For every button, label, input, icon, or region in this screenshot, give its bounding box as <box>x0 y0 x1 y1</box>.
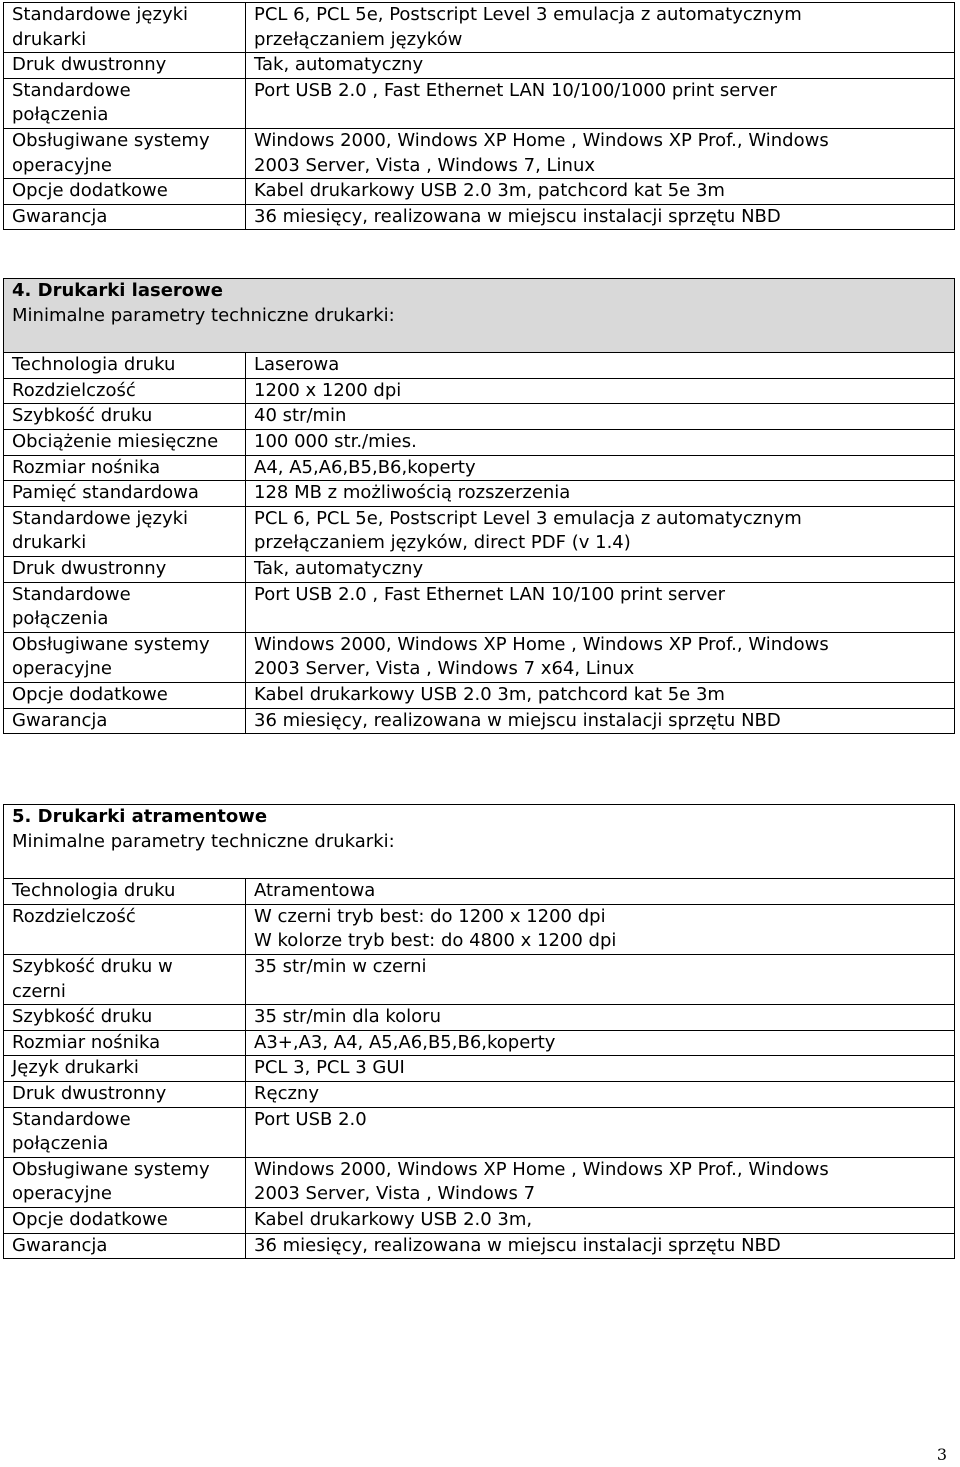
spec-value: W kolorze tryb best: do 4800 x 1200 dpi <box>254 930 617 952</box>
spec-value-cell <box>246 904 955 954</box>
spec-value: Port USB 2.0 , Fast Ethernet LAN 10/100/1000 print server <box>254 79 777 101</box>
spec-row <box>4 378 955 404</box>
section-header-row <box>4 805 955 879</box>
section-subtitle: Minimalne parametry techniczne drukarki: <box>12 304 395 326</box>
spec-value-cell <box>246 506 955 556</box>
spec-label-cell <box>4 632 246 682</box>
spec-label: Pamięć standardowa <box>12 482 199 504</box>
page-number: 3 <box>936 1445 947 1464</box>
spec-label-cell <box>4 904 246 954</box>
spec-value-cell <box>246 556 955 582</box>
spec-label-cell <box>4 954 246 1004</box>
spec-label-cell <box>4 179 246 205</box>
spec-value: W czerni tryb best: do 1200 x 1200 dpi <box>254 905 606 927</box>
spec-label-cell <box>4 378 246 404</box>
section-title: 4. Drukarki laserowe <box>12 280 223 301</box>
spec-value-cell <box>246 353 955 379</box>
spec-label <box>12 929 245 954</box>
section-header-cell <box>4 279 955 353</box>
spec-label: Opcje dodatkowe <box>12 1208 168 1230</box>
spec-value-cell <box>246 378 955 404</box>
spec-label: Opcje dodatkowe <box>12 683 168 705</box>
spec-row <box>4 404 955 430</box>
spec-label-cell <box>4 1030 246 1056</box>
spec-value: Ręczny <box>254 1082 319 1104</box>
spec-value-cell <box>246 128 955 178</box>
spec-row <box>4 1233 955 1259</box>
section-title: 5. Drukarki atramentowe <box>12 806 268 827</box>
spec-row <box>4 1056 955 1082</box>
spec-label: Druk dwustronny <box>12 557 167 579</box>
spec-row <box>4 1030 955 1056</box>
spec-value-cell <box>246 78 955 128</box>
spec-value-cell <box>246 1107 955 1157</box>
spec-row <box>4 78 955 128</box>
spec-row <box>4 879 955 905</box>
spec-label-cell <box>4 556 246 582</box>
spec-row <box>4 128 955 178</box>
spec-label: Rozdzielczość <box>12 379 136 401</box>
spec-row <box>4 353 955 379</box>
spec-label: Szybkość druku <box>12 405 153 427</box>
spec-value: 36 miesięcy, realizowana w miejscu instalacji sprzętu NBD <box>254 205 781 227</box>
spec-value: Laserowa <box>254 354 340 376</box>
spec-value-cell <box>246 455 955 481</box>
spec-label-cell <box>4 404 246 430</box>
spec-label: Rozmiar nośnika <box>12 1031 161 1053</box>
spec-value: przełączaniem języków, direct PDF (v 1.4) <box>254 532 631 554</box>
section-subtitle: Minimalne parametry techniczne drukarki: <box>12 830 395 852</box>
spec-row <box>4 506 955 556</box>
spec-value-cell <box>246 708 955 734</box>
spec-label-cell <box>4 1233 246 1259</box>
spec-label: Gwarancja <box>12 205 108 227</box>
spec-row <box>4 1081 955 1107</box>
spec-value-cell <box>246 1081 955 1107</box>
spec-label: Obciążenie miesięczne <box>12 430 219 452</box>
spec-label-cell <box>4 1005 246 1031</box>
spec-value-cell <box>246 3 955 53</box>
spec-label-cell <box>4 1157 246 1207</box>
section-header-cell <box>4 805 955 879</box>
spec-row <box>4 3 955 53</box>
spec-value: 128 MB z możliwością rozszerzenia <box>254 482 571 504</box>
spec-row <box>4 582 955 632</box>
spec-label-cell <box>4 481 246 507</box>
spec-label: Szybkość druku w <box>12 955 173 977</box>
spec-label-cell <box>4 682 246 708</box>
spec-value: 2003 Server, Vista , Windows 7 x64, Linux <box>254 658 635 680</box>
spec-label: połączenia <box>12 104 109 126</box>
spec-value: PCL 6, PCL 5e, Postscript Level 3 emulacja z automatycznym <box>254 507 802 529</box>
spec-row <box>4 556 955 582</box>
spec-label: operacyjne <box>12 1183 112 1205</box>
spec-label-cell <box>4 1056 246 1082</box>
spec-label-cell <box>4 1081 246 1107</box>
spec-row <box>4 1207 955 1233</box>
spec-label: Język drukarki <box>12 1057 139 1079</box>
spec-value-cell <box>246 1207 955 1233</box>
spec-value: 35 str/min dla koloru <box>254 1006 441 1028</box>
spec-row <box>4 904 955 954</box>
spec-value: A3+,A3, A4, A5,A6,B5,B6,koperty <box>254 1031 556 1053</box>
spec-label: połączenia <box>12 608 109 630</box>
spec-value: PCL 6, PCL 5e, Postscript Level 3 emulacja z automatycznym <box>254 4 802 25</box>
spec-value: 2003 Server, Vista , Windows 7, Linux <box>254 154 596 176</box>
spec-value-cell <box>246 481 955 507</box>
spec-value-cell <box>246 1157 955 1207</box>
spec-value-cell <box>246 1233 955 1259</box>
spec-value: 35 str/min w czerni <box>254 955 427 977</box>
spec-label-cell <box>4 582 246 632</box>
spec-value: Kabel drukarkowy USB 2.0 3m, patchcord kat 5e 3m <box>254 180 725 202</box>
spec-label: drukarki <box>12 28 87 50</box>
spec-value-cell <box>246 1005 955 1031</box>
spec-value-cell <box>246 682 955 708</box>
spec-value: przełączaniem języków <box>254 28 463 50</box>
spec-value-cell <box>246 204 955 230</box>
spec-label: czerni <box>12 980 66 1002</box>
spec-value: Windows 2000, Windows XP Home , Windows XP Prof., Windows <box>254 129 829 151</box>
spec-row <box>4 954 955 1004</box>
spec-value-cell <box>246 429 955 455</box>
spec-label: Szybkość druku <box>12 1006 153 1028</box>
spec-label: Opcje dodatkowe <box>12 180 168 202</box>
spec-label: Druk dwustronny <box>12 1082 167 1104</box>
spec-row <box>4 429 955 455</box>
spec-value: Kabel drukarkowy USB 2.0 3m, patchcord kat 5e 3m <box>254 683 725 705</box>
spec-label: Rozmiar nośnika <box>12 456 161 478</box>
spec-value: 36 miesięcy, realizowana w miejscu instalacji sprzętu NBD <box>254 709 781 731</box>
spec-value-cell <box>246 53 955 79</box>
spec-label-cell <box>4 3 246 53</box>
spec-label: Obsługiwane systemy <box>12 633 210 655</box>
spec-row <box>4 204 955 230</box>
spec-value: Atramentowa <box>254 880 376 902</box>
spec-value-cell <box>246 1030 955 1056</box>
spec-value <box>254 980 954 1005</box>
spec-label: Druk dwustronny <box>12 54 167 76</box>
spec-row <box>4 682 955 708</box>
spec-table-laser <box>3 278 955 734</box>
spec-value-cell <box>246 632 955 682</box>
spec-value-cell <box>246 954 955 1004</box>
spec-value: Windows 2000, Windows XP Home , Windows XP Prof., Windows <box>254 1158 829 1180</box>
section-header-row <box>4 279 955 353</box>
spec-value <box>254 1132 954 1157</box>
spec-row <box>4 1005 955 1031</box>
spec-label: Standardowe języki <box>12 507 189 529</box>
spec-label: Obsługiwane systemy <box>12 1158 210 1180</box>
spec-label: Gwarancja <box>12 1234 108 1256</box>
spec-label-cell <box>4 1207 246 1233</box>
spec-label: Standardowe <box>12 1108 131 1130</box>
spec-label: Technologia druku <box>12 880 176 902</box>
spec-value: Windows 2000, Windows XP Home , Windows XP Prof., Windows <box>254 633 829 655</box>
spec-value: A4, A5,A6,B5,B6,koperty <box>254 456 476 478</box>
spec-label: Gwarancja <box>12 709 108 731</box>
spec-row <box>4 632 955 682</box>
spec-label: Standardowe języki <box>12 4 189 25</box>
spec-label-cell <box>4 1107 246 1157</box>
spec-value: 1200 x 1200 dpi <box>254 379 402 401</box>
spec-value: 36 miesięcy, realizowana w miejscu instalacji sprzętu NBD <box>254 1234 781 1256</box>
spec-label: operacyjne <box>12 658 112 680</box>
spec-label-cell <box>4 429 246 455</box>
spec-table-top <box>3 2 955 230</box>
spec-label-cell <box>4 53 246 79</box>
spec-value: Kabel drukarkowy USB 2.0 3m, <box>254 1208 533 1230</box>
spec-label-cell <box>4 128 246 178</box>
spec-value: Tak, automatyczny <box>254 54 424 76</box>
spec-label-cell <box>4 353 246 379</box>
spec-value-cell <box>246 879 955 905</box>
spec-row <box>4 1107 955 1157</box>
spec-label: Rozdzielczość <box>12 905 136 927</box>
spec-value: Tak, automatyczny <box>254 557 424 579</box>
spec-row <box>4 1157 955 1207</box>
spec-row <box>4 53 955 79</box>
spec-value: Port USB 2.0 <box>254 1108 367 1130</box>
spec-label: Standardowe <box>12 79 131 101</box>
spec-label-cell <box>4 455 246 481</box>
spec-value-cell <box>246 179 955 205</box>
spec-value-cell <box>246 404 955 430</box>
spec-row <box>4 481 955 507</box>
spec-value: 40 str/min <box>254 405 347 427</box>
spec-value: 100 000 str./mies. <box>254 430 417 452</box>
spec-value-cell <box>246 1056 955 1082</box>
spec-label: Standardowe <box>12 583 131 605</box>
spec-label: operacyjne <box>12 154 112 176</box>
section-header-spacer <box>12 328 954 352</box>
spec-value: 2003 Server, Vista , Windows 7 <box>254 1183 536 1205</box>
spec-value: PCL 3, PCL 3 GUI <box>254 1057 405 1079</box>
spec-value: Port USB 2.0 , Fast Ethernet LAN 10/100 print server <box>254 583 725 605</box>
spec-value-cell <box>246 582 955 632</box>
spec-label: drukarki <box>12 532 87 554</box>
spec-label: Obsługiwane systemy <box>12 129 210 151</box>
spec-label-cell <box>4 78 246 128</box>
spec-table-inkjet <box>3 804 955 1259</box>
spec-label-cell <box>4 879 246 905</box>
section-header-spacer <box>12 854 954 878</box>
spec-label-cell <box>4 204 246 230</box>
spec-row <box>4 708 955 734</box>
spec-row <box>4 455 955 481</box>
spec-label: Technologia druku <box>12 354 176 376</box>
spec-label-cell <box>4 708 246 734</box>
spec-label: połączenia <box>12 1133 109 1155</box>
spec-row <box>4 179 955 205</box>
spec-label-cell <box>4 506 246 556</box>
